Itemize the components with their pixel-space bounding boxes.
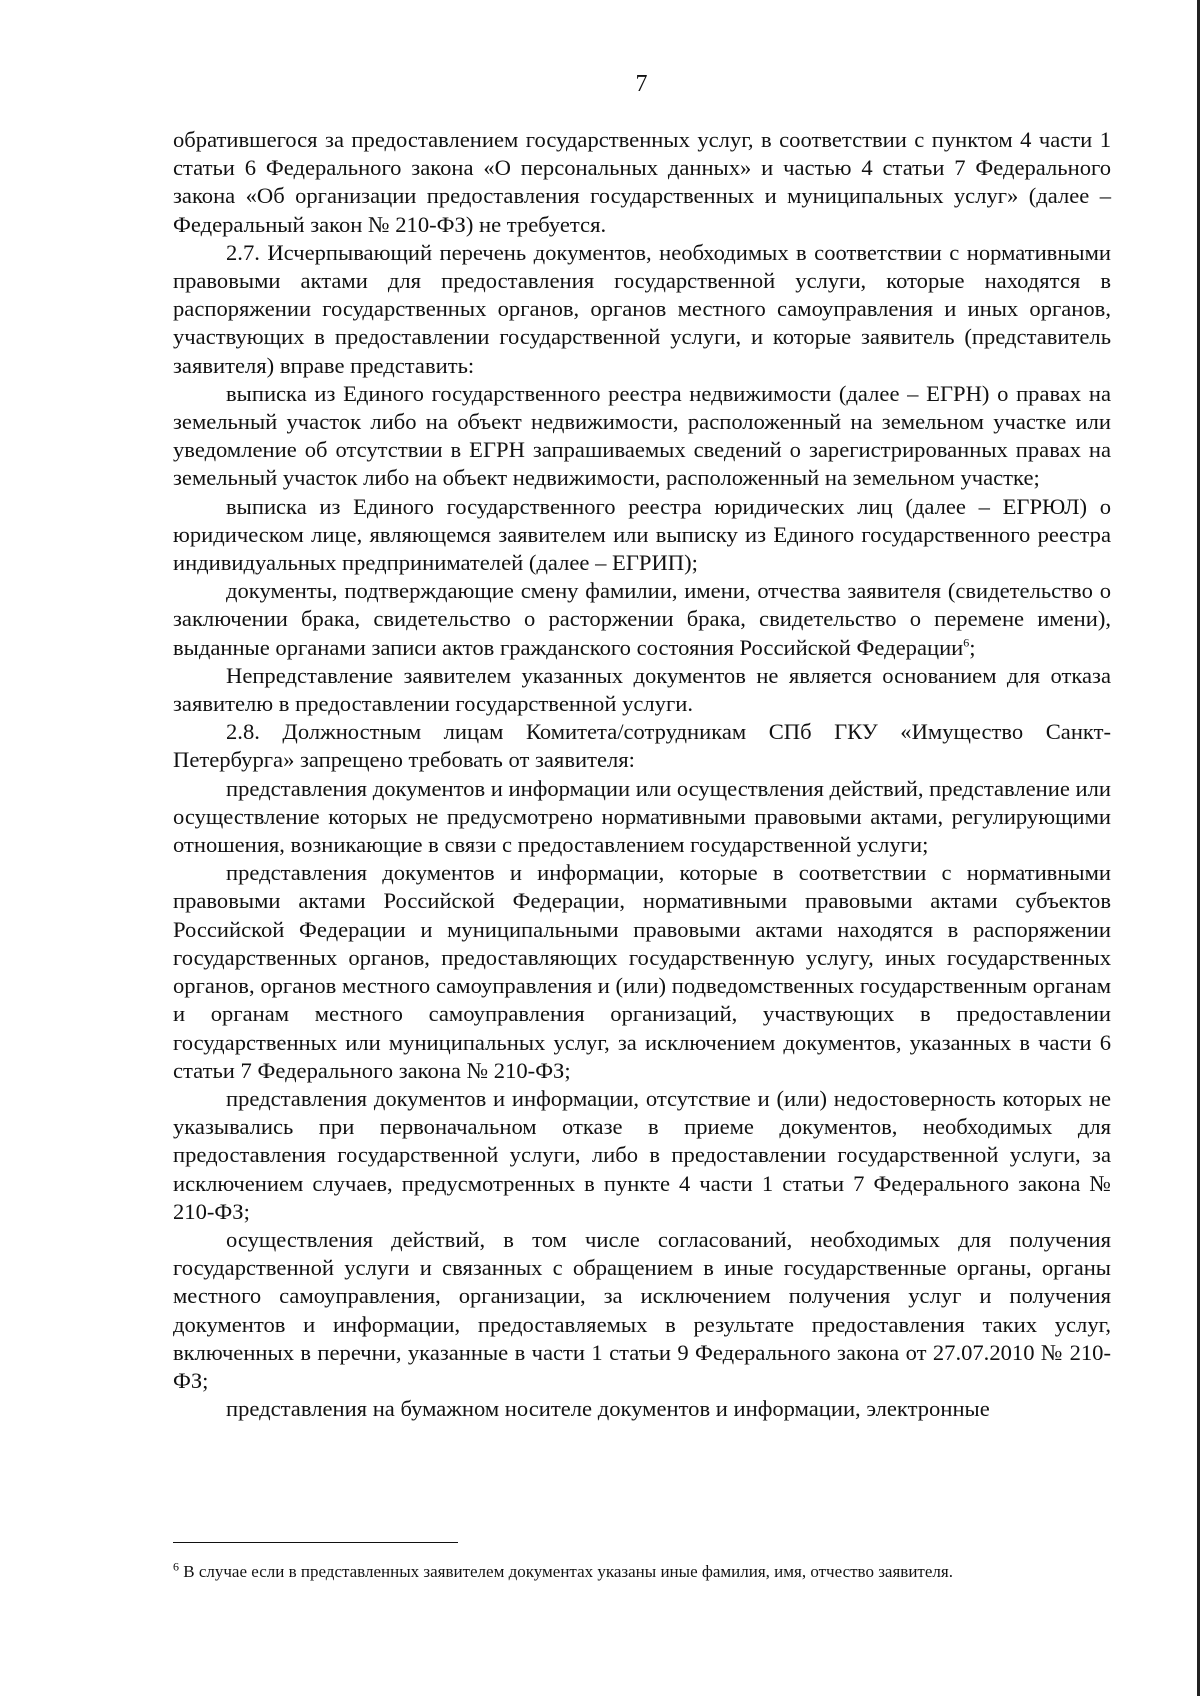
page-number: 7 — [635, 71, 648, 97]
paragraph-prohibition-1: представления документов и информации или осуществления действий, представление или осуществление которых не предусмотрено нормативными правовыми актами, регулирующими отношения, возникающие в связи с предоставлением государственной услуги; — [173, 775, 1111, 858]
paragraph-continuation: обратившегося за предоставлением государственных услуг, в соответствии с пунктом 4 части 1 статьи 6 Федерального закона «О персональных данных» и частью 4 статьи 7 Федерального закона «Об организации предоставления государственных и муниципальных услуг» (далее – Федеральный закон № 210-ФЗ) не требуется. — [173, 127, 1111, 237]
paragraph-name-change-text: документы, подтверждающие смену фамилии, имени, отчества заявителя (свидетельство о заключении брака, свидетельство о расторжении брака, свидетельство о перемене имени), выданные органами записи актов гражданского состояния Российской Федерации — [173, 578, 1111, 660]
paragraph-prohibition-3: представления документов и информации, отсутствие и (или) недостоверность которых не указывались при первоначальном отказе в приеме документов, необходимых для предоставления государственной услуги, либо в предоставлении государственной услуги, за исключением случаев, предусмотренных в пункте 4 части 1 статьи 7 Федерального закона № 210-ФЗ; — [173, 1085, 1111, 1224]
paragraph-2-7: 2.7. Исчерпывающий перечень документов, необходимых в соответствии с нормативными правовыми актами для предоставления государственной услуги, которые находятся в распоряжении государственных органов, органов местного самоуправления и иных органов, участвующих в предоставлении государственной услуги, и которые заявитель (представитель заявителя) вправе представить: — [173, 239, 1111, 378]
footnote-reference: 6 — [963, 635, 970, 650]
footnote-number: 6 — [173, 1559, 179, 1574]
paragraph-prohibition-5: представления на бумажном носителе документов и информации, электронные — [226, 1396, 990, 1422]
paragraph-non-submission: Непредставление заявителем указанных документов не является основанием для отказа заявителю в предоставлении государственной услуги. — [173, 662, 1111, 717]
paragraph-name-change-tail: ; — [969, 634, 976, 660]
document-body — [173, 126, 1111, 1423]
paragraph-name-change-documents — [173, 577, 1111, 662]
footnote — [173, 1561, 1111, 1583]
footnote-text: В случае если в представленных заявителем документах указаны иные фамилия, имя, отчество заявителя. — [183, 1562, 953, 1581]
paragraph-egrul-extract: выписка из Единого государственного реестра юридических лиц (далее – ЕГРЮЛ) о юридическом лице, являющемся заявителем или выписку из Единого государственного реестра индивидуальных предпринимателей (далее – ЕГРИП); — [173, 493, 1111, 576]
paragraph-prohibition-4: осуществления действий, в том числе согласований, необходимых для получения государственной услуги и связанных с обращением в иные государственные органы, органы местного самоуправления, организации, за исключением получения услуг и получения документов и информации, предоставляемых в результате предоставления таких услуг, включенных в перечни, указанные в части 1 статьи 9 Федерального закона от 27.07.2010 № 210-ФЗ; — [173, 1226, 1111, 1393]
paragraph-2-8: 2.8. Должностным лицам Комитета/сотрудникам СПб ГКУ «Имущество Санкт-Петербурга» запрещено требовать от заявителя: — [173, 719, 1111, 773]
paragraph-egrn-extract: выписка из Единого государственного реестра недвижимости (далее – ЕГРН) о правах на земельный участок либо на объект недвижимости, расположенный на земельном участке или уведомление об отсутствии в ЕГРН запрашиваемых сведений о зарегистрированных правах на земельный участок либо на объект недвижимости, расположенный на земельном участке; — [173, 380, 1111, 491]
paragraph-prohibition-2: представления документов и информации, которые в соответствии с нормативными правовыми актами Российской Федерации, нормативными правовыми актами субъектов Российской Федерации и муниципальными правовыми актами находятся в распоряжении государственных органов, предоставляющих государственную услугу, иных государственных органов, органов местного самоуправления и (или) подведомственных государственным органам и органам местного самоуправления организаций, участвующих в предоставлении государственных или муниципальных услуг, за исключением документов, указанных в части 6 статьи 7 Федерального закона № 210-ФЗ; — [173, 860, 1111, 1083]
footnote-divider — [173, 1542, 458, 1543]
